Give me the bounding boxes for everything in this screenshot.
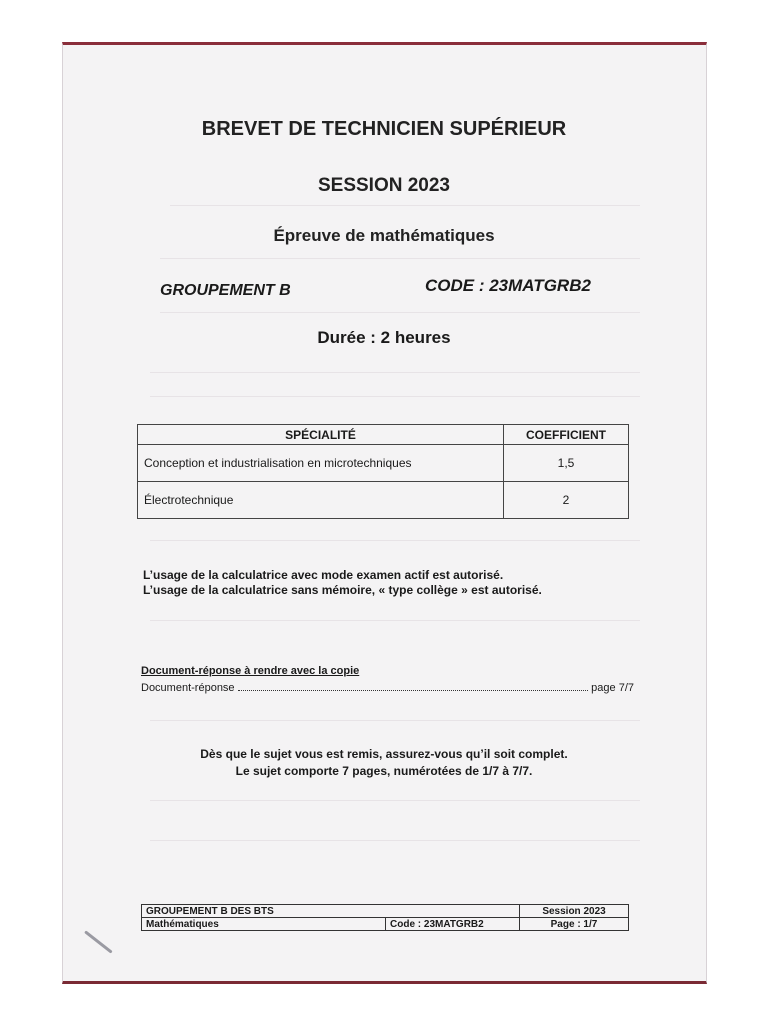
document-response-row <box>141 682 634 694</box>
session-label: SESSION 2023 <box>317 175 451 196</box>
footer-page: Page : 1/7 <box>520 918 629 931</box>
bleed-through-line <box>170 205 640 206</box>
footer-row <box>142 905 629 918</box>
dot-leader <box>238 682 589 691</box>
exam-code: CODE : 23MATGRB2 <box>425 276 591 295</box>
footer-group: GROUPEMENT B DES BTS <box>142 905 520 918</box>
bleed-through-line <box>160 312 640 313</box>
footer-code: Code : 23MATGRB2 <box>386 918 520 931</box>
document-response-heading: Document-réponse à rendre avec la copie <box>141 665 360 677</box>
footer-subject: Mathématiques <box>142 918 386 931</box>
bleed-through-line <box>150 396 640 397</box>
specialty-table <box>137 424 629 519</box>
document-title: BREVET DE TECHNICIEN SUPÉRIEUR <box>201 118 567 140</box>
bleed-through-line <box>150 620 640 621</box>
exam-subject: Épreuve de mathématiques <box>273 226 495 245</box>
specialty-cell: Conception et industrialisation en microtechniques <box>138 445 504 482</box>
coefficient-cell: 2 <box>504 482 629 519</box>
notice-line-2: Le sujet comporte 7 pages, numérotées de 1/7 à 7/7. <box>235 764 533 778</box>
table-row <box>138 445 629 482</box>
exam-duration: Durée : 2 heures <box>317 328 451 347</box>
calculator-rule-1: L’usage de la calculatrice avec mode examen actif est autorisé. <box>143 568 504 582</box>
bleed-through-line <box>150 372 640 373</box>
footer-session: Session 2023 <box>520 905 629 918</box>
coefficient-cell: 1,5 <box>504 445 629 482</box>
bleed-through-line <box>160 258 640 259</box>
specialty-header: SPÉCIALITÉ <box>138 425 504 445</box>
page-footer <box>141 904 629 931</box>
bleed-through-line <box>150 720 640 721</box>
group-label: GROUPEMENT B <box>160 282 291 299</box>
document-response-page: page 7/7 <box>591 682 634 694</box>
notice-line-1: Dès que le sujet vous est remis, assurez-vous qu’il soit complet. <box>200 747 568 761</box>
coefficient-header: COEFFICIENT <box>504 425 629 445</box>
calculator-rule-2: L’usage de la calculatrice sans mémoire, « type collège » est autorisé. <box>143 583 542 597</box>
bleed-through-line <box>150 800 640 801</box>
table-row <box>138 482 629 519</box>
footer-row <box>142 918 629 931</box>
document-response-item: Document-réponse <box>141 682 235 694</box>
table-header-row <box>138 425 629 445</box>
bleed-through-line <box>150 540 640 541</box>
bleed-through-line <box>150 840 640 841</box>
specialty-cell: Électrotechnique <box>138 482 504 519</box>
